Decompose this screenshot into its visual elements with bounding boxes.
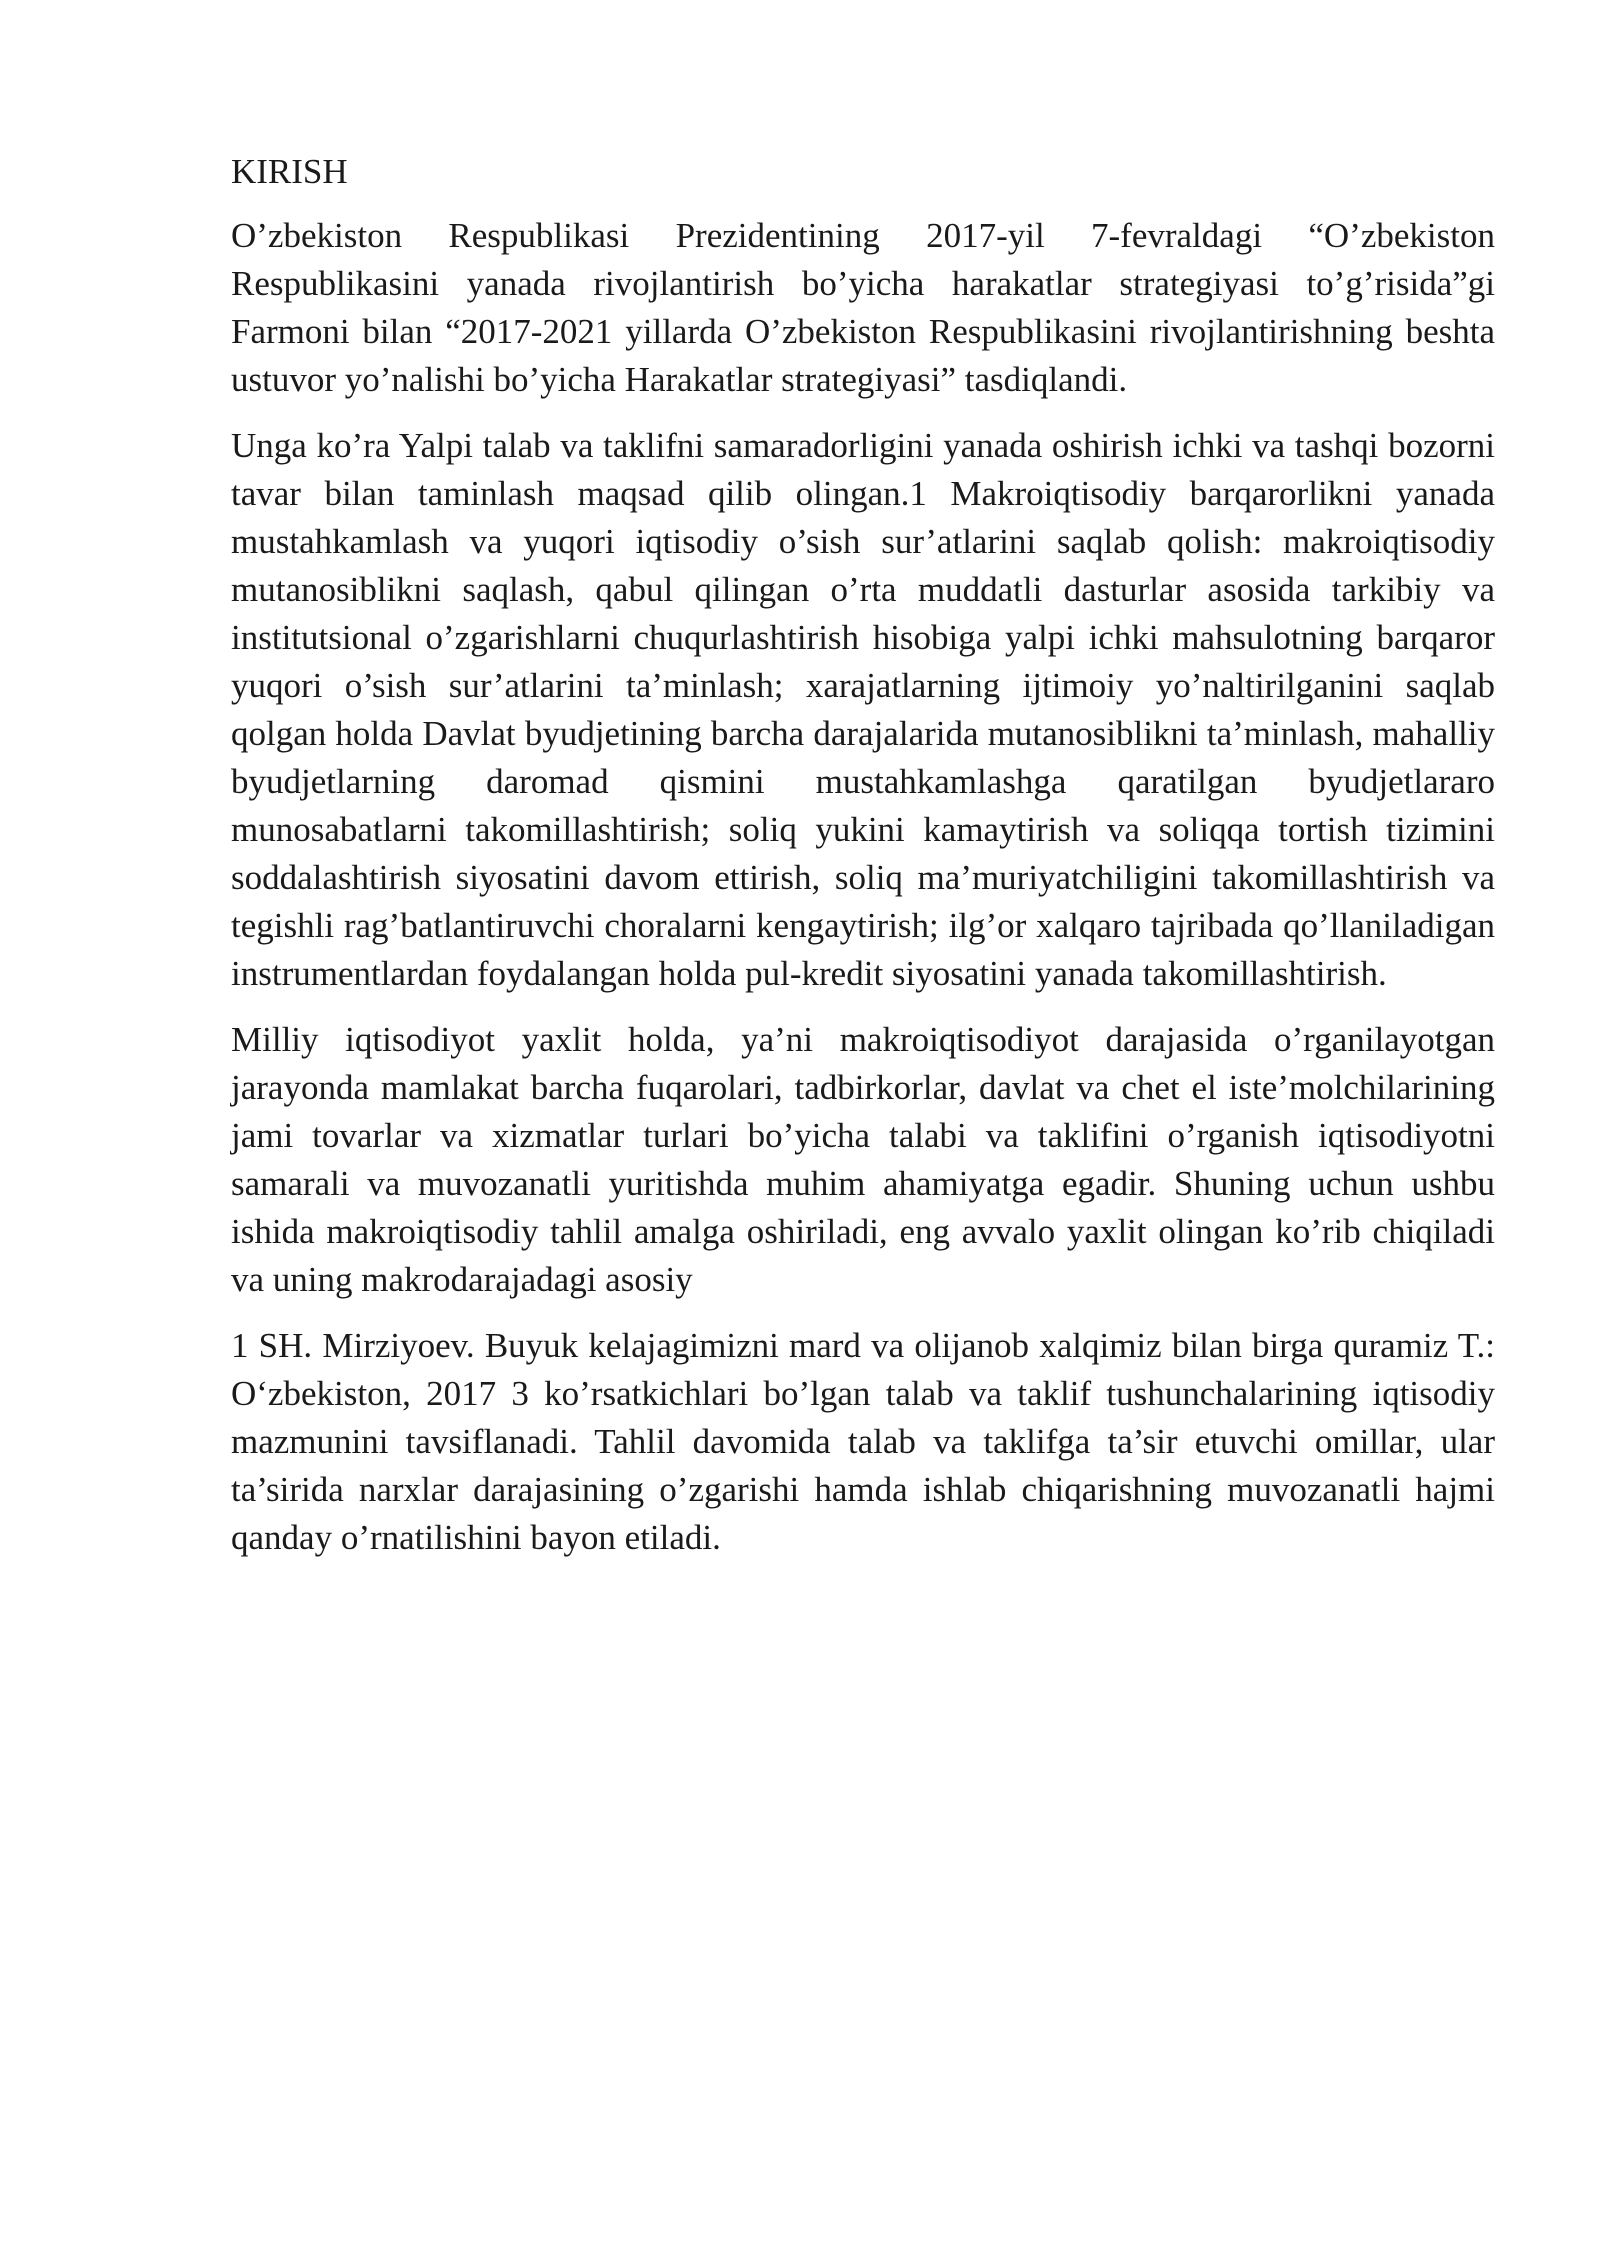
- paragraph-4: 1 SH. Mirziyoev. Buyuk kelajagimizni mard va olijanob xalqimiz bilan birga quramiz T.: O‘zbekiston, 2017 3 ko’rsatkichlari bo’lgan talab va taklif tushunchalarining iqtisodiy mazmunini tavsiflanadi. Tahlil davomida talab va taklifga ta’sir etuvchi omillar, ular ta’sirida narxlar darajasining o’zgarishi hamda ishlab chiqarishning muvozanatli hajmi qanday o’rnatilishini bayon etiladi.: [231, 1326, 1495, 1557]
- paragraph-1: O’zbekiston Respublikasi Prezidentining 2017-yil 7-fevraldagi “O’zbekiston Respublikasini yanada rivojlantirish bo’yicha harakatlar strategiyasi to’g’risida”gi Farmoni bilan “2017-2021 yillarda O’zbekiston Respublikasini rivojlantirishning beshta ustuvor yo’nalishi bo’yicha Harakatlar strategiyasi” tasdiqlandi.: [231, 216, 1495, 399]
- paragraph-2: Unga ko’ra Yalpi talab va taklifni samaradorligini yanada oshirish ichki va tashqi bozorni tavar bilan taminlash maqsad qilib olingan.1 Makroiqtisodiy barqarorlikni yanada mustahkamlash va yuqori iqtisodiy o’sish sur’atlarini saqlab qolish: makroiqtisodiy mutanosiblikni saqlash, qabul qilingan o’rta muddatli dasturlar asosida tarkibiy va institutsional o’zgarishlarni chuqurlashtirish hisobiga yalpi ichki mahsulotning barqaror yuqori o’sish sur’atlarini ta’minlash; xarajatlarning ijtimoiy yo’naltirilganini saqlab qolgan holda Davlat byudjetining barcha darajalarida mutanosiblikni ta’minlash, mahalliy byudjetlarning daromad qismini mustahkamlashga qaratilgan byudjetlararo munosabatlarni takomillashtirish; soliq yukini kamaytirish va soliqqa tortish tizimini soddalashtirish siyosatini davom ettirish, soliq ma’muriyatchiligini takomillashtirish va tegishli rag’batlantiruvchi choralarni kengaytirish; ilg’or xalqaro tajribada qo’llaniladigan instrumentlardan foydalangan holda pul-kredit siyosatini yanada takomillashtirish.: [231, 426, 1495, 993]
- document-page: [231, 148, 1495, 1580]
- paragraph-3: Milliy iqtisodiyot yaxlit holda, ya’ni makroiqtisodiyot darajasida o’rganilayotgan jarayonda mamlakat barcha fuqarolari, tadbirkorlar, davlat va chet el iste’molchilarining jami tovarlar va xizmatlar turlari bo’yicha talabi va taklifini o’rganish iqtisodiyotni samarali va muvozanatli yuritishda muhim ahamiyatga egadir. Shuning uchun ushbu ishida makroiqtisodiy tahlil amalga oshiriladi, eng avvalo yaxlit olingan ko’rib chiqiladi va uning makrodarajadagi asosiy: [231, 1020, 1495, 1299]
- document-heading: KIRISH: [231, 152, 348, 191]
